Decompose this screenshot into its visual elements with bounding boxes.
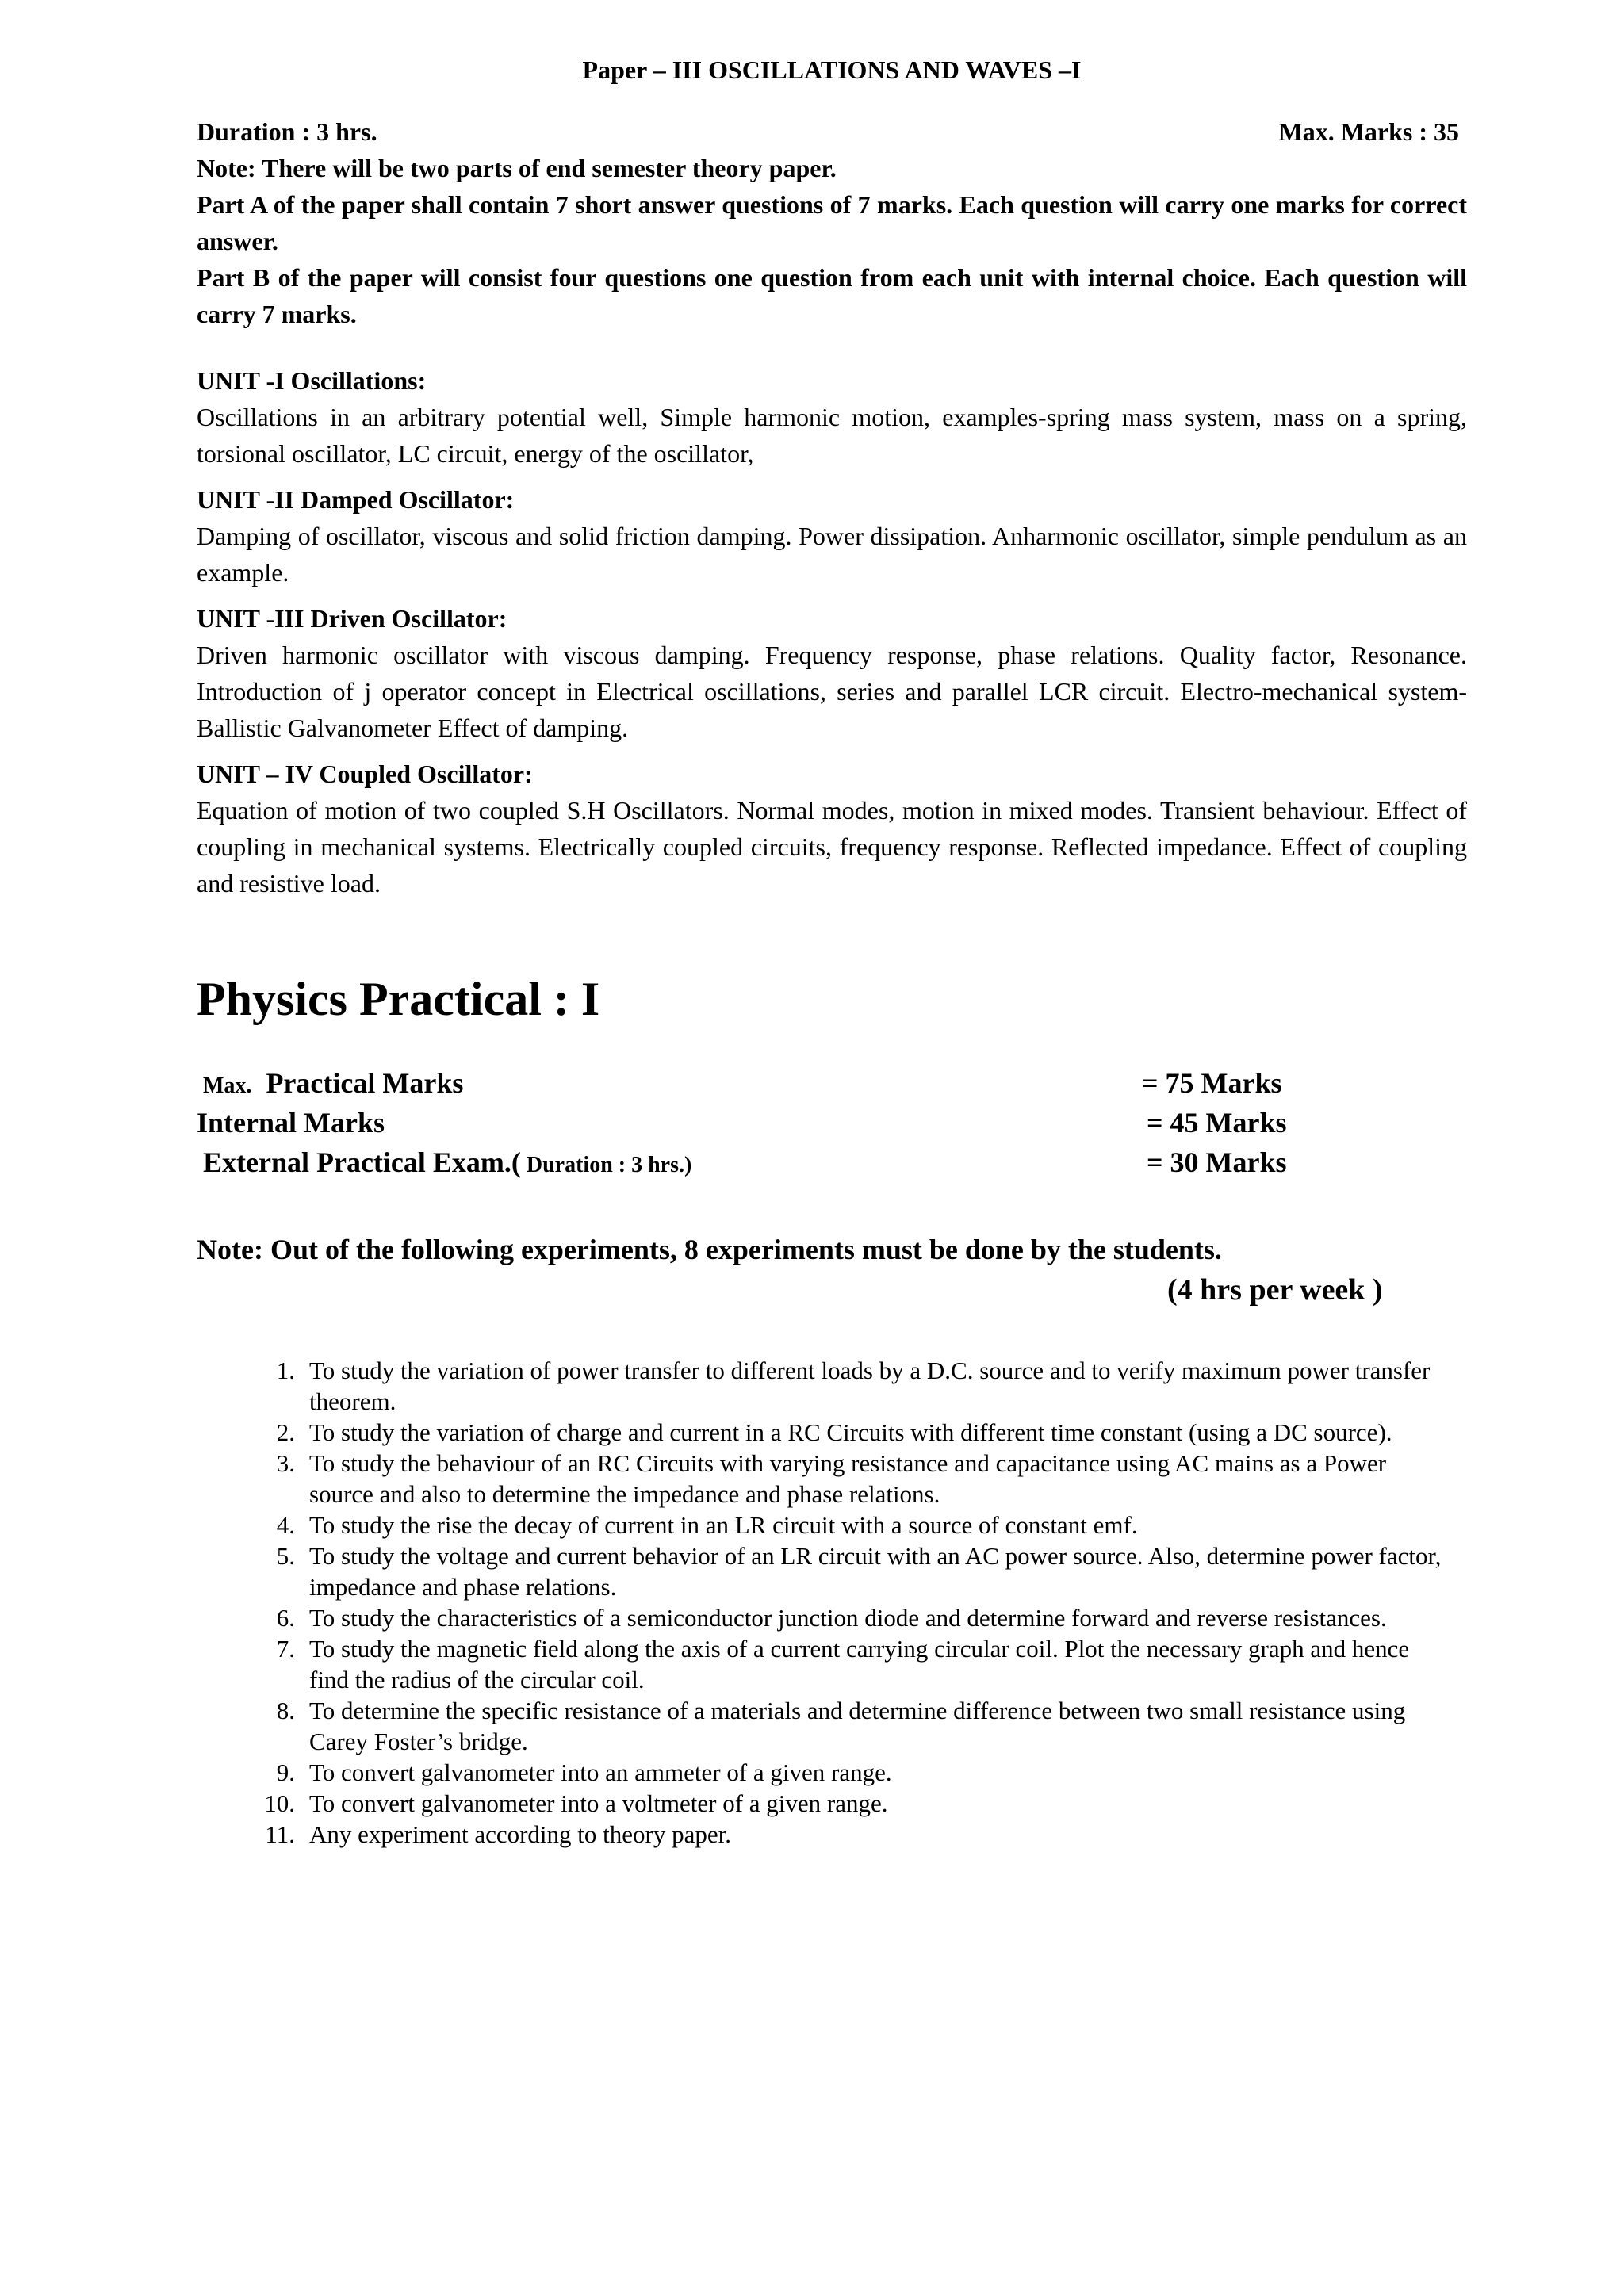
exam-info-row [197, 113, 1467, 150]
list-item: 8. To determine the specific resistance of a materials and determine difference between two small resistance using Carey Foster’s bridge. [276, 1697, 1406, 1755]
list-item: 3. To study the behaviour of an RC Circuits with varying resistance and capacitance using AC mains as a Power source and also to determine the impedance and phase relations. [276, 1449, 1387, 1508]
max-prefix: Max. [203, 1073, 252, 1098]
unit-3-section [197, 600, 1467, 746]
list-item: 11. Any experiment according to theory paper. [265, 1820, 731, 1848]
unit-heading: UNIT -II Damped Oscillator: [197, 485, 515, 514]
unit-body: Oscillations in an arbitrary potential well, Simple harmonic motion, examples-spring mass system, mass on a spring, torsional oscillator, LC circuit, energy of the oscillator, [197, 403, 1467, 468]
experiment-list [197, 1355, 1467, 1850]
practical-marks-value: = 75 Marks [1142, 1067, 1282, 1099]
unit-1-section [197, 362, 1467, 472]
duration-text: Duration : 3 hrs. [197, 117, 377, 146]
unit-2-section [197, 481, 1467, 591]
list-item: 2. To study the variation of charge and current in a RC Circuits with different time constant (using a DC source). [276, 1418, 1392, 1446]
list-item: 5. To study the voltage and current behavior of an LR circuit with an AC power source. Also, determine power factor, impedance and phase relations. [276, 1542, 1442, 1601]
internal-marks-label: Internal Marks [197, 1107, 385, 1138]
external-label: External Practical Exam.( [203, 1146, 521, 1178]
paper-title: Paper – III OSCILLATIONS AND WAVES –I [582, 55, 1082, 84]
practical-marks-label: Practical Marks [266, 1067, 464, 1099]
unit-heading: UNIT -III Driven Oscillator: [197, 604, 508, 633]
list-item: 9. To convert galvanometer into an ammeter of a given range. [276, 1758, 892, 1786]
part-a-note: Part A of the paper shall contain 7 short answer questions of 7 marks. Each question will carry one marks for correct answer. [197, 190, 1467, 255]
experiments-note: Note: Out of the following experiments, 8 experiments must be done by the students. [197, 1234, 1222, 1265]
practical-marks-row [197, 1063, 1467, 1103]
external-marks-value: = 30 Marks [1147, 1146, 1287, 1178]
practical-title: Physics Practical : I [197, 973, 600, 1025]
unit-heading: UNIT -I Oscillations: [197, 366, 427, 395]
document-page [197, 55, 1467, 1850]
part-b-note: Part B of the paper will consist four questions one question from each unit with internal choice. Each question will carry 7 marks. [197, 263, 1467, 328]
internal-marks-row [197, 1103, 1467, 1142]
hours-per-week: (4 hrs per week ) [1167, 1273, 1383, 1307]
unit-body: Driven harmonic oscillator with viscous damping. Frequency response, phase relations. Quality factor, Resonance. Introduction of j operator concept in Electrical oscillations, series and parallel LCR circuit. Electro-mechanical system-Ballistic Galvanometer Effect of damping. [197, 641, 1467, 742]
max-marks-text: Max. Marks : 35 [1278, 117, 1459, 146]
external-duration: Duration : 3 hrs.) [520, 1153, 692, 1177]
list-item: 1. To study the variation of power transfer to different loads by a D.C. source and to verify maximum power transfer theorem. [276, 1357, 1431, 1415]
list-item: 10. To convert galvanometer into a voltmeter of a given range. [264, 1789, 888, 1817]
unit-body: Equation of motion of two coupled S.H Oscillators. Normal modes, motion in mixed modes. Transient behaviour. Effect of coupling in mechanical systems. Electrically coupled circuits, frequency response. Reflected impedance. Effect of coupling and resistive load. [197, 796, 1467, 897]
list-item: 6. To study the characteristics of a semiconductor junction diode and determine forward and reverse resistances. [276, 1604, 1387, 1632]
note-line: Note: There will be two parts of end semester theory paper. [197, 154, 837, 182]
list-item: 4. To study the rise the decay of current in an LR circuit with a source of constant emf. [276, 1511, 1138, 1539]
external-marks-row [197, 1142, 1467, 1182]
internal-marks-value: = 45 Marks [1147, 1107, 1287, 1138]
unit-4-section [197, 756, 1467, 901]
unit-body: Damping of oscillator, viscous and solid friction damping. Power dissipation. Anharmonic oscillator, simple pendulum as an example. [197, 522, 1467, 587]
unit-heading: UNIT – IV Coupled Oscillator: [197, 760, 533, 788]
list-item: 7. To study the magnetic field along the axis of a current carrying circular coil. Plot the necessary graph and hence find the radius of the circular coil. [276, 1635, 1410, 1693]
